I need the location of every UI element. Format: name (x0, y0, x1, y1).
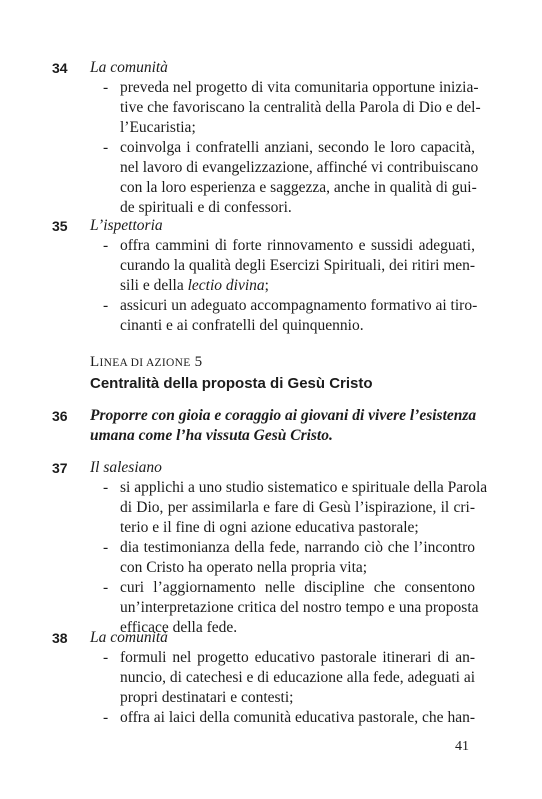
text-line: curando la qualità degli Esercizi Spirituali, dei ritiri men- (120, 257, 476, 274)
dash-bullet: - (103, 709, 109, 726)
line-of-action-label: LINEA DI AZIONE 5 (90, 354, 203, 370)
text-line: con Cristo ha operato nella propria vita; (120, 559, 368, 576)
section-number: 34 (52, 60, 68, 76)
text-line: offra cammini di forte rinnovamento e sussidi adeguati, (120, 237, 475, 254)
list-item (90, 648, 475, 708)
lectio-divina-term: lectio divina (187, 277, 265, 294)
dash-bullet: - (103, 79, 109, 96)
item-list (90, 78, 481, 218)
section-heading: La comunità (90, 629, 168, 646)
text-line: preveda nel progetto di vita comunitaria opportune inizia- (120, 79, 479, 96)
list-item (90, 138, 479, 218)
list-item (90, 478, 488, 538)
text-line: un’interpretazione critica del nostro tempo e una proposta (120, 599, 479, 616)
section-number: 37 (52, 460, 68, 476)
text-line: l’Eucaristia; (120, 119, 196, 136)
text-line: cinanti e ai confratelli del quinquennio. (120, 317, 364, 334)
text-line: formuli nel progetto educativo pastorale itinerari di an- (120, 649, 475, 666)
text-line: de spirituali e di confessori. (120, 199, 292, 216)
section-number: 38 (52, 630, 68, 646)
text-line: efficace della fede. (120, 619, 238, 636)
text-line: terio e il fine di ogni azione educativa pastorale; (120, 519, 419, 536)
section-36-line-1: Proporre con gioia e coraggio ai giovani di vivere l’esistenza (90, 407, 477, 424)
text-line: propri destinatari e contesti; (120, 689, 294, 706)
text-line: offra ai laici della comunità educativa pastorale, che han- (120, 709, 475, 726)
text-line: di Dio, per assimilarla e fare di Gesù l’ispirazione, il cri- (120, 499, 475, 516)
text-line: curi l’aggiornamento nelle discipline che consentono (120, 579, 475, 596)
dash-bullet: - (103, 539, 109, 556)
list-item (90, 236, 475, 296)
text-line: con la loro esperienza e saggezza, anche in qualità di gui- (120, 179, 477, 196)
dash-bullet: - (103, 139, 109, 156)
text-line: tive che favoriscano la centralità della Parola di Dio e del- (120, 99, 481, 116)
text-line: assicuri un adeguato accompagnamento formativo ai tiro- (120, 297, 478, 314)
text-line: coinvolga i confratelli anziani, secondo le loro capacità, (120, 139, 475, 156)
section-heading: L’ispettoria (90, 217, 163, 234)
section-36-line-2: umana come l’ha vissuta Gesù Cristo. (90, 427, 333, 444)
section-number: 36 (52, 408, 68, 424)
text-line: dia testimonianza della fede, narrando ciò che l’incontro (120, 539, 475, 556)
dash-bullet: - (103, 579, 109, 596)
section-number: 35 (52, 218, 68, 234)
dash-bullet: - (103, 297, 109, 314)
text-line: sili e della lectio divina; (120, 277, 269, 294)
dash-bullet: - (103, 237, 109, 254)
page-number: 41 (455, 739, 469, 754)
section-heading: La comunità (90, 59, 168, 76)
section-heading: Il salesiano (90, 459, 162, 476)
text-line: si applichi a uno studio sistematico e spirituale della Parola (120, 479, 488, 496)
list-item (90, 708, 475, 728)
text-line: nel lavoro di evangelizzazione, affinché vi contribuiscano (120, 159, 479, 176)
list-item (90, 538, 475, 578)
list-item (90, 296, 478, 336)
text-line: nuncio, di catechesi e di educazione alla fede, adeguati ai (120, 669, 476, 686)
item-list (90, 236, 478, 336)
dash-bullet: - (103, 649, 109, 666)
line-of-action-title: Centralità della proposta di Gesù Cristo (90, 375, 373, 392)
item-list (90, 478, 488, 638)
item-list (90, 648, 475, 728)
dash-bullet: - (103, 479, 109, 496)
list-item (90, 78, 481, 138)
